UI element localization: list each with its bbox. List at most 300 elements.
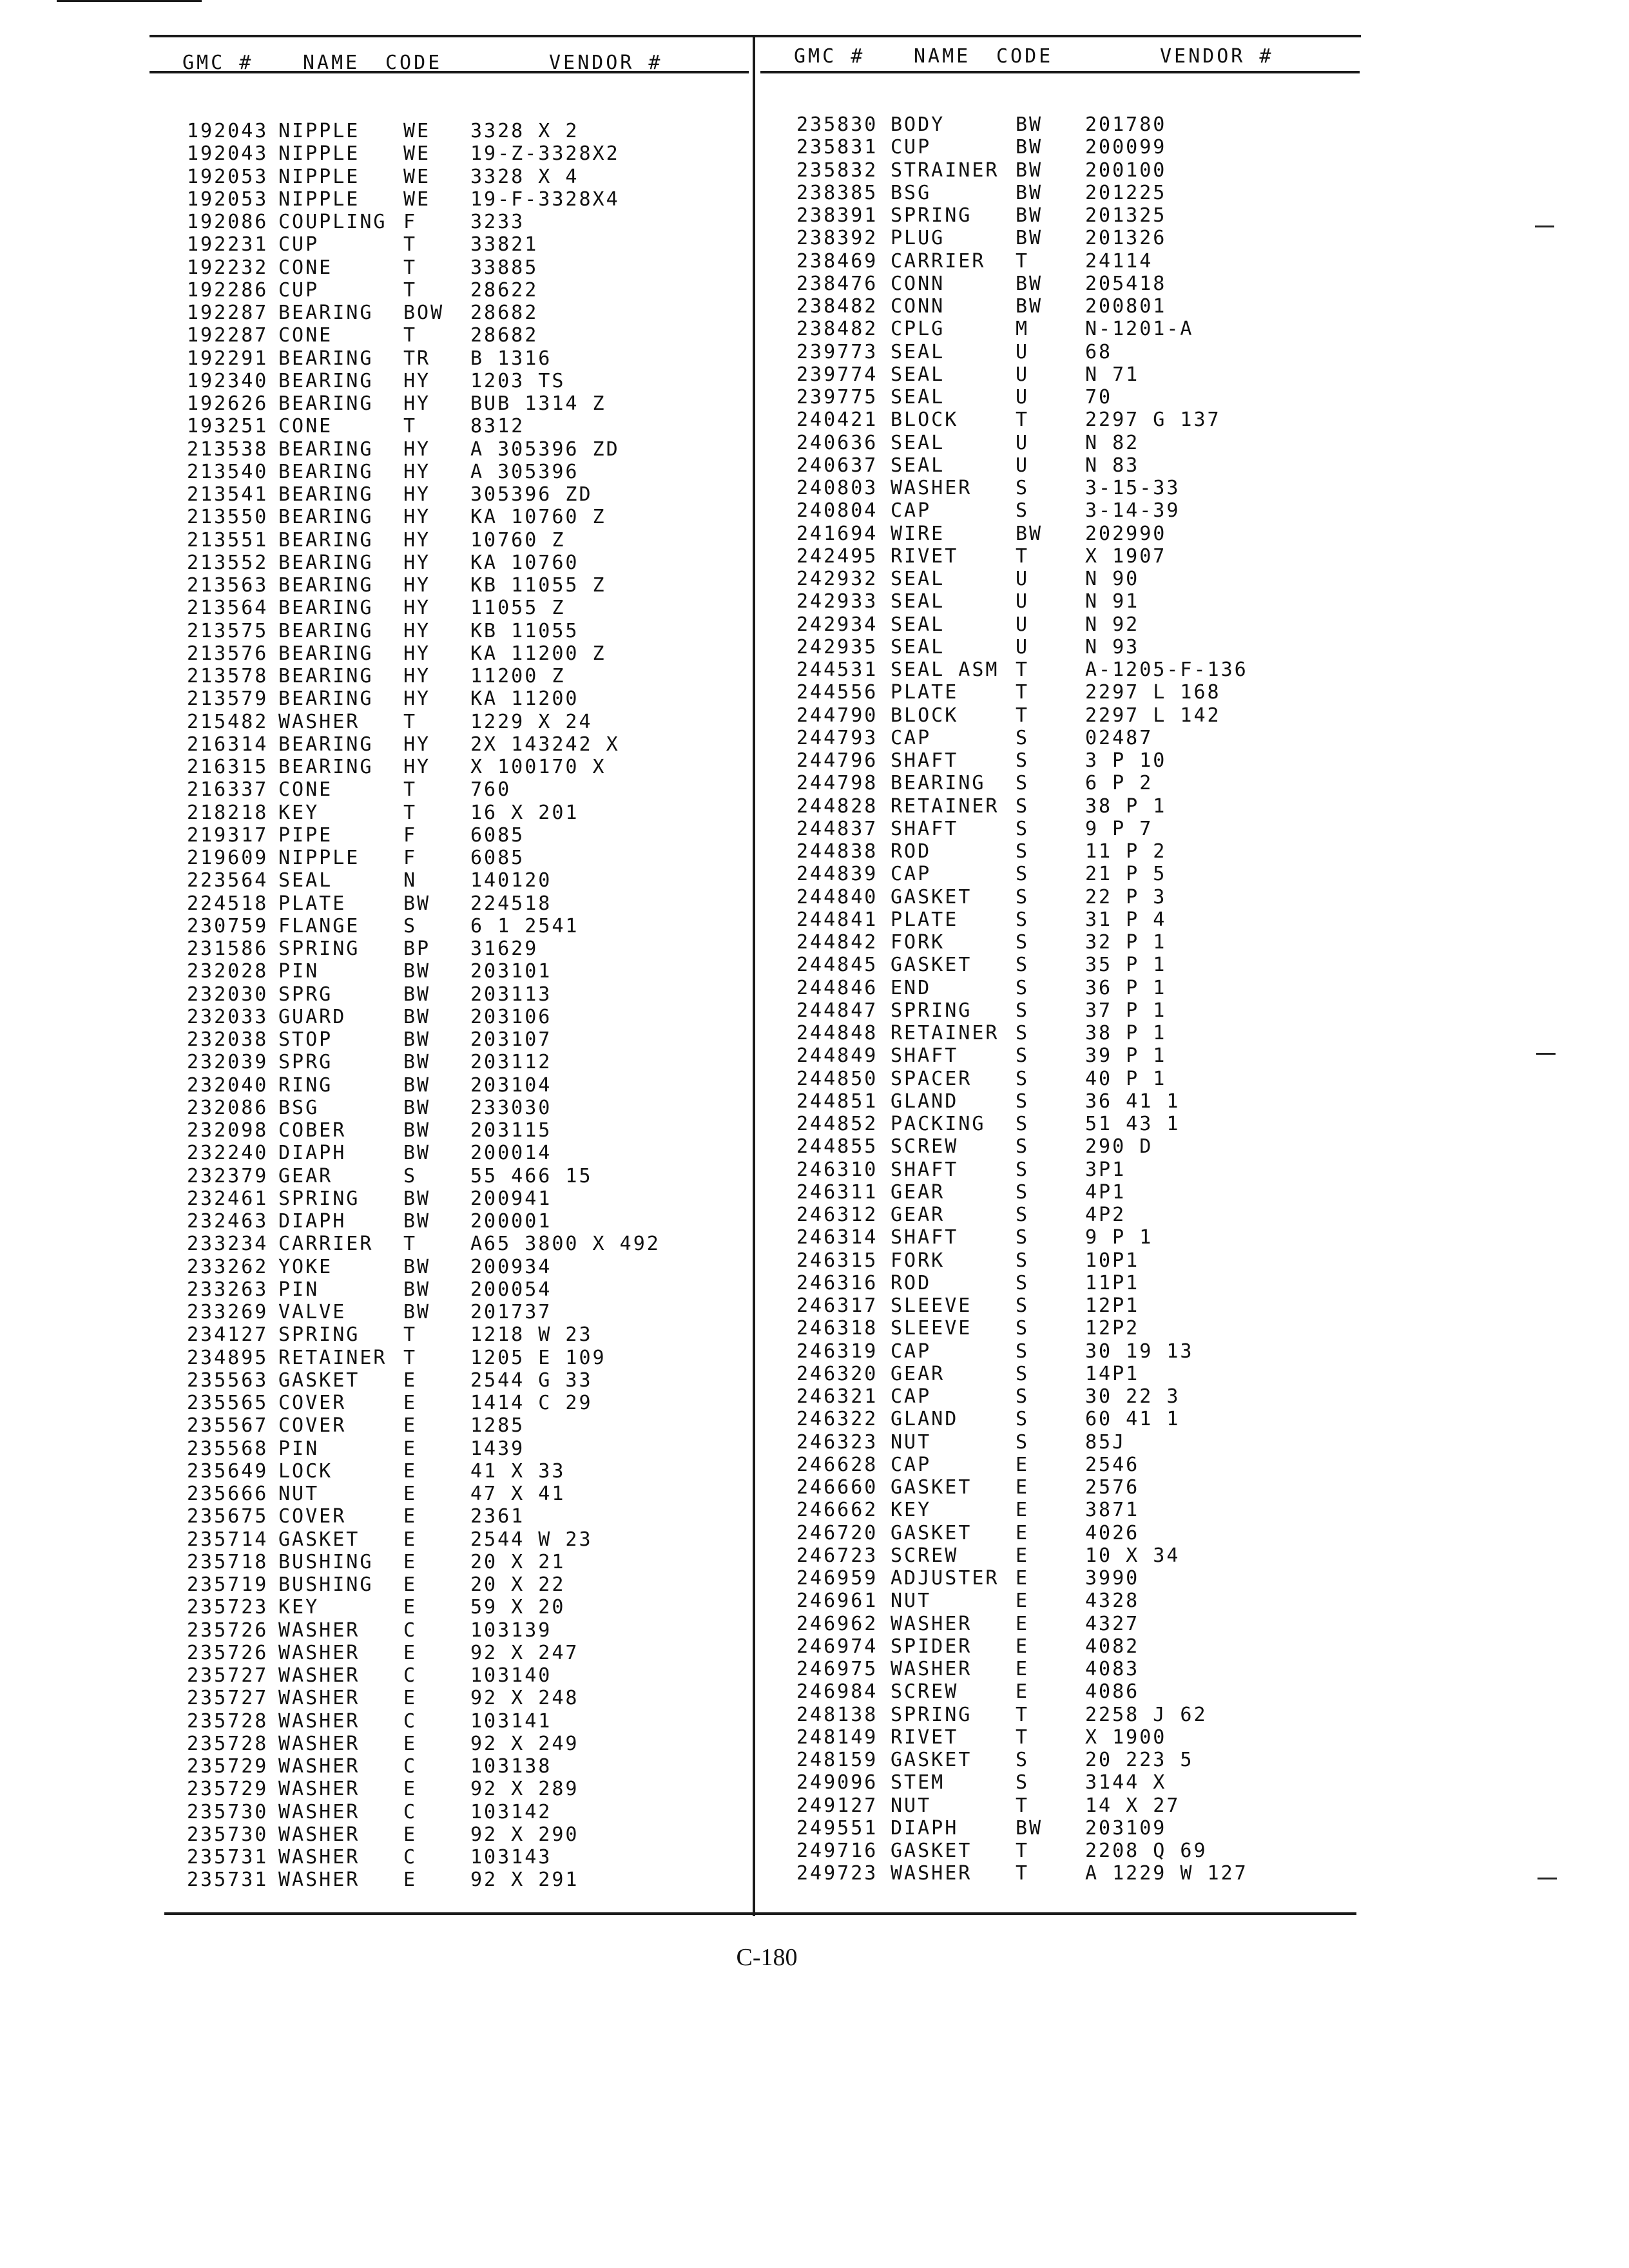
vendor-number: 2544 W 23 bbox=[470, 1528, 593, 1551]
vendor-number: 39 P 1 bbox=[1085, 1044, 1167, 1068]
parts-row bbox=[796, 1567, 1351, 1590]
part-name: COUPLING bbox=[278, 211, 387, 233]
vendor-code: BW bbox=[403, 1119, 431, 1142]
vendor-code: BW bbox=[1016, 295, 1043, 318]
gmc-number: 213551 bbox=[187, 528, 269, 552]
vendor-number: KA 10760 bbox=[470, 551, 579, 574]
parts-row bbox=[796, 1590, 1351, 1612]
gmc-number: 244848 bbox=[796, 1022, 878, 1044]
vendor-number: 92 X 249 bbox=[470, 1732, 579, 1755]
vendor-code: S bbox=[1016, 477, 1030, 499]
vendor-code: BW bbox=[403, 1255, 431, 1278]
parts-row bbox=[796, 749, 1351, 772]
vendor-code: U bbox=[1016, 635, 1030, 658]
part-name: SPRING bbox=[891, 999, 972, 1022]
vendor-code: S bbox=[1016, 1067, 1030, 1090]
gmc-number: 235727 bbox=[187, 1664, 269, 1687]
parts-row bbox=[187, 1414, 741, 1437]
part-name: GEAR bbox=[891, 1362, 945, 1385]
header-gmc-right: GMC # bbox=[794, 45, 865, 68]
vendor-number: 201225 bbox=[1085, 181, 1167, 204]
parts-row bbox=[187, 166, 741, 188]
parts-row bbox=[796, 1022, 1351, 1044]
parts-row bbox=[187, 983, 741, 1006]
vendor-number: 92 X 247 bbox=[470, 1641, 579, 1664]
vendor-number: KB 11055 Z bbox=[470, 574, 606, 597]
gmc-number: 246984 bbox=[796, 1680, 878, 1704]
gmc-number: 244851 bbox=[796, 1090, 878, 1113]
vendor-number: 60 41 1 bbox=[1085, 1408, 1181, 1431]
parts-row bbox=[187, 302, 741, 324]
vendor-code: S bbox=[1016, 976, 1030, 999]
parts-row bbox=[187, 778, 741, 801]
vendor-code: T bbox=[1016, 1840, 1030, 1862]
vendor-code: E bbox=[1016, 1499, 1030, 1522]
parts-row bbox=[796, 454, 1351, 477]
gmc-number: 233263 bbox=[187, 1278, 269, 1301]
vendor-code: HY bbox=[403, 392, 431, 415]
vendor-number: 4082 bbox=[1085, 1635, 1140, 1658]
parts-row bbox=[796, 1840, 1351, 1862]
part-name: SCREW bbox=[891, 1135, 959, 1158]
gmc-number: 246974 bbox=[796, 1635, 878, 1658]
gmc-number: 246321 bbox=[796, 1385, 878, 1408]
parts-row bbox=[796, 159, 1351, 182]
parts-row bbox=[796, 1408, 1351, 1430]
gmc-number: 216337 bbox=[187, 778, 269, 802]
vendor-number: N 91 bbox=[1085, 590, 1140, 613]
part-name: SHAFT bbox=[891, 1226, 959, 1249]
part-name: SEAL ASM bbox=[891, 658, 999, 681]
vendor-code: S bbox=[1016, 1294, 1030, 1317]
parts-row bbox=[187, 233, 741, 256]
gmc-number: 249716 bbox=[796, 1840, 878, 1862]
part-name: PLATE bbox=[891, 908, 959, 931]
parts-row bbox=[796, 931, 1351, 954]
vendor-number: 3990 bbox=[1085, 1567, 1140, 1590]
vendor-code: S bbox=[1016, 954, 1030, 977]
vendor-code: U bbox=[1016, 454, 1030, 477]
vendor-number: 20 X 21 bbox=[470, 1550, 566, 1573]
vendor-code: T bbox=[1016, 681, 1030, 704]
vendor-code: HY bbox=[403, 483, 431, 506]
parts-row bbox=[796, 1204, 1351, 1226]
gmc-number: 235729 bbox=[187, 1778, 269, 1801]
vendor-code: BW bbox=[1016, 1816, 1043, 1840]
part-name: SPACER bbox=[891, 1067, 972, 1090]
vendor-code: HY bbox=[403, 506, 431, 529]
vendor-code: S bbox=[1016, 1249, 1030, 1272]
gmc-number: 213552 bbox=[187, 551, 269, 574]
vendor-code: U bbox=[1016, 590, 1030, 613]
vendor-code: C bbox=[403, 1755, 418, 1778]
gmc-number: 238476 bbox=[796, 272, 878, 295]
vendor-number: BUB 1314 Z bbox=[470, 392, 606, 415]
parts-row bbox=[796, 977, 1351, 999]
gmc-number: 233269 bbox=[187, 1301, 269, 1323]
gmc-number: 192291 bbox=[187, 347, 269, 370]
vendor-number: 3-14-39 bbox=[1085, 499, 1181, 523]
gmc-number: 192086 bbox=[187, 211, 269, 233]
gmc-number: 240637 bbox=[796, 454, 878, 477]
vendor-number: 12P1 bbox=[1085, 1294, 1140, 1317]
parts-row bbox=[187, 1869, 741, 1891]
vendor-code: S bbox=[403, 914, 418, 937]
vendor-number: 1205 E 109 bbox=[470, 1346, 606, 1369]
part-name: GUARD bbox=[278, 1005, 347, 1028]
parts-row bbox=[796, 1385, 1351, 1408]
part-name: GASKET bbox=[891, 1840, 972, 1862]
parts-row bbox=[187, 915, 741, 937]
vendor-number: 3 P 10 bbox=[1085, 749, 1167, 772]
parts-list-right bbox=[796, 113, 1351, 1885]
parts-row bbox=[796, 250, 1351, 273]
margin-mark bbox=[1537, 1878, 1557, 1879]
parts-row bbox=[796, 613, 1351, 636]
part-name: NUT bbox=[891, 1430, 932, 1454]
parts-row bbox=[796, 840, 1351, 863]
vendor-code: HY bbox=[403, 460, 431, 483]
parts-row bbox=[796, 1135, 1351, 1158]
part-name: NIPPLE bbox=[278, 165, 360, 188]
vendor-number: 10 X 34 bbox=[1085, 1544, 1181, 1567]
parts-row bbox=[796, 636, 1351, 658]
vendor-code: T bbox=[1016, 249, 1030, 273]
parts-row bbox=[187, 256, 741, 279]
vendor-number: N 71 bbox=[1085, 363, 1140, 386]
parts-row bbox=[796, 499, 1351, 522]
vendor-number: 1414 C 29 bbox=[470, 1392, 593, 1414]
parts-row bbox=[187, 574, 741, 597]
vendor-code: WE bbox=[403, 187, 431, 211]
part-name: WASHER bbox=[278, 1709, 360, 1733]
part-name: WASHER bbox=[278, 1869, 360, 1892]
gmc-number: 238391 bbox=[796, 204, 878, 227]
part-name: SPRG bbox=[278, 983, 333, 1006]
gmc-number: 248159 bbox=[796, 1749, 878, 1771]
vendor-code: BW bbox=[1016, 113, 1043, 136]
vendor-number: 6 1 2541 bbox=[470, 914, 579, 937]
gmc-number: 239774 bbox=[796, 363, 878, 386]
gmc-number: 239773 bbox=[796, 340, 878, 363]
vendor-code: U bbox=[1016, 568, 1030, 590]
part-name: BEARING bbox=[278, 642, 374, 665]
gmc-number: 232098 bbox=[187, 1119, 269, 1142]
parts-row bbox=[187, 1823, 741, 1846]
parts-row bbox=[187, 1801, 741, 1823]
gmc-number: 213575 bbox=[187, 619, 269, 642]
gmc-number: 244846 bbox=[796, 976, 878, 999]
part-name: WASHER bbox=[891, 1862, 972, 1885]
vendor-code: E bbox=[403, 1483, 418, 1505]
part-name: ROD bbox=[891, 1271, 932, 1294]
parts-row bbox=[796, 772, 1351, 794]
parts-row bbox=[796, 1544, 1351, 1567]
vendor-number: 40 P 1 bbox=[1085, 1067, 1167, 1090]
gmc-number: 192286 bbox=[187, 278, 269, 302]
vendor-number: 8312 bbox=[470, 415, 525, 438]
parts-row bbox=[187, 869, 741, 892]
vendor-code: WE bbox=[403, 142, 431, 166]
vendor-number: 32 P 1 bbox=[1085, 931, 1167, 954]
part-name: WASHER bbox=[278, 1687, 360, 1710]
part-name: BEARING bbox=[278, 369, 374, 392]
part-name: SPRING bbox=[891, 204, 972, 227]
part-name: COVER bbox=[278, 1505, 347, 1528]
gmc-number: 244849 bbox=[796, 1044, 878, 1068]
gmc-number: 232086 bbox=[187, 1096, 269, 1119]
parts-row bbox=[796, 1090, 1351, 1113]
part-name: ADJUSTER bbox=[891, 1567, 999, 1590]
gmc-number: 235563 bbox=[187, 1369, 269, 1392]
vendor-code: HY bbox=[403, 665, 431, 687]
parts-row bbox=[796, 273, 1351, 295]
vendor-number: 36 P 1 bbox=[1085, 976, 1167, 999]
parts-row bbox=[187, 802, 741, 824]
part-name: GASKET bbox=[278, 1528, 360, 1551]
part-name: PLUG bbox=[891, 227, 945, 250]
gmc-number: 233234 bbox=[187, 1233, 269, 1256]
vendor-code: BOW bbox=[403, 302, 445, 324]
vendor-number: 203113 bbox=[470, 983, 552, 1006]
part-name: LOCK bbox=[278, 1459, 333, 1483]
vendor-code: S bbox=[1016, 1408, 1030, 1431]
gmc-number: 244796 bbox=[796, 749, 878, 772]
gmc-number: 238482 bbox=[796, 295, 878, 318]
vendor-code: BW bbox=[403, 1073, 431, 1097]
gmc-number: 246961 bbox=[796, 1590, 878, 1613]
part-name: SEAL bbox=[891, 363, 945, 386]
parts-row bbox=[187, 1278, 741, 1301]
gmc-number: 244798 bbox=[796, 772, 878, 795]
parts-row bbox=[187, 1733, 741, 1755]
gmc-number: 246723 bbox=[796, 1544, 878, 1567]
vendor-code: T bbox=[1016, 704, 1030, 727]
vendor-code: S bbox=[1016, 908, 1030, 931]
parts-row bbox=[187, 1528, 741, 1551]
part-name: WASHER bbox=[278, 1778, 360, 1801]
vendor-code: E bbox=[403, 1823, 418, 1846]
vendor-number: A 1229 W 127 bbox=[1085, 1862, 1248, 1885]
vendor-number: 35 P 1 bbox=[1085, 954, 1167, 977]
gmc-number: 235730 bbox=[187, 1800, 269, 1823]
part-name: CARRIER bbox=[891, 249, 986, 273]
vendor-number: N-1201-A bbox=[1085, 318, 1194, 341]
vendor-code: T bbox=[403, 256, 418, 279]
gmc-number: 213541 bbox=[187, 483, 269, 506]
gmc-number: 249551 bbox=[796, 1816, 878, 1840]
vendor-code: S bbox=[403, 1164, 418, 1187]
vendor-code: S bbox=[1016, 931, 1030, 954]
vendor-number: 31 P 4 bbox=[1085, 908, 1167, 931]
vendor-code: T bbox=[1016, 1725, 1030, 1749]
parts-row bbox=[187, 1006, 741, 1028]
vendor-number: N 82 bbox=[1085, 431, 1140, 454]
vendor-number: 103141 bbox=[470, 1709, 552, 1733]
vendor-number: 203115 bbox=[470, 1119, 552, 1142]
parts-row bbox=[187, 1119, 741, 1142]
part-name: GEAR bbox=[278, 1164, 333, 1187]
bottom-rule bbox=[164, 1912, 1356, 1915]
gmc-number: 231586 bbox=[187, 937, 269, 960]
parts-row bbox=[187, 1483, 741, 1505]
part-name: KEY bbox=[278, 1596, 320, 1619]
gmc-number: 244556 bbox=[796, 681, 878, 704]
vendor-code: S bbox=[1016, 1226, 1030, 1249]
parts-row bbox=[796, 1794, 1351, 1817]
part-name: SLEEVE bbox=[891, 1294, 972, 1317]
vendor-number: 103138 bbox=[470, 1755, 552, 1778]
part-name: CONE bbox=[278, 324, 333, 347]
parts-row bbox=[187, 392, 741, 415]
gmc-number: 242935 bbox=[796, 635, 878, 658]
gmc-number: 235728 bbox=[187, 1709, 269, 1733]
part-name: BEARING bbox=[278, 619, 374, 642]
part-name: GASKET bbox=[278, 1369, 360, 1392]
part-name: SEAL bbox=[891, 613, 945, 636]
part-name: WASHER bbox=[278, 1823, 360, 1846]
gmc-number: 244828 bbox=[796, 794, 878, 818]
gmc-number: 232240 bbox=[187, 1142, 269, 1165]
parts-row bbox=[187, 1460, 741, 1483]
part-name: GEAR bbox=[891, 1180, 945, 1204]
parts-row bbox=[796, 1522, 1351, 1544]
vendor-number: 205418 bbox=[1085, 272, 1167, 295]
gmc-number: 192231 bbox=[187, 233, 269, 256]
part-name: SCREW bbox=[891, 1680, 959, 1704]
gmc-number: 233262 bbox=[187, 1255, 269, 1278]
parts-row bbox=[187, 1233, 741, 1255]
part-name: ROD bbox=[891, 840, 932, 863]
part-name: SEAL bbox=[891, 340, 945, 363]
vendor-number: 201780 bbox=[1085, 113, 1167, 136]
vendor-number: 85J bbox=[1085, 1430, 1126, 1454]
parts-row bbox=[796, 658, 1351, 681]
gmc-number: 235831 bbox=[796, 136, 878, 159]
vendor-number: 2X 143242 X bbox=[470, 733, 620, 756]
vendor-code: T bbox=[1016, 658, 1030, 681]
parts-row bbox=[796, 681, 1351, 704]
parts-row bbox=[187, 1074, 741, 1097]
gmc-number: 244845 bbox=[796, 954, 878, 977]
parts-row bbox=[796, 1613, 1351, 1635]
parts-row bbox=[187, 1301, 741, 1323]
vendor-code: T bbox=[403, 1233, 418, 1256]
parts-row bbox=[796, 295, 1351, 318]
part-name: DIAPH bbox=[891, 1816, 959, 1840]
vendor-number: 233030 bbox=[470, 1096, 552, 1119]
parts-row bbox=[187, 937, 741, 960]
vendor-code: T bbox=[403, 801, 418, 824]
part-name: CAP bbox=[891, 1340, 932, 1363]
vendor-code: BW bbox=[1016, 227, 1043, 250]
gmc-number: 244790 bbox=[796, 704, 878, 727]
vendor-code: C bbox=[403, 1709, 418, 1733]
vendor-code: E bbox=[1016, 1567, 1030, 1590]
parts-row bbox=[796, 568, 1351, 590]
part-name: WASHER bbox=[891, 1658, 972, 1680]
vendor-code: BW bbox=[403, 1187, 431, 1210]
vendor-number: 20 X 22 bbox=[470, 1573, 566, 1596]
part-name: BEARING bbox=[278, 597, 374, 620]
parts-row bbox=[187, 279, 741, 302]
part-name: KEY bbox=[278, 801, 320, 824]
parts-row bbox=[796, 204, 1351, 227]
part-name: SEAL bbox=[891, 431, 945, 454]
gmc-number: 244855 bbox=[796, 1135, 878, 1158]
vendor-number: 4086 bbox=[1085, 1680, 1140, 1704]
vendor-number: 31629 bbox=[470, 937, 539, 960]
gmc-number: 246959 bbox=[796, 1567, 878, 1590]
part-name: CUP bbox=[891, 136, 932, 159]
vendor-code: T bbox=[1016, 1794, 1030, 1817]
vendor-code: E bbox=[403, 1459, 418, 1483]
vendor-code: M bbox=[1016, 318, 1030, 341]
part-name: SPRING bbox=[891, 1703, 972, 1726]
corner-rule bbox=[57, 0, 202, 2]
gmc-number: 235714 bbox=[187, 1528, 269, 1551]
vendor-number: 38 P 1 bbox=[1085, 794, 1167, 818]
parts-row bbox=[187, 620, 741, 642]
gmc-number: 244850 bbox=[796, 1067, 878, 1090]
vendor-code: T bbox=[403, 778, 418, 802]
vendor-code: T bbox=[403, 415, 418, 438]
part-name: GEAR bbox=[891, 1204, 945, 1226]
gmc-number: 244841 bbox=[796, 908, 878, 931]
part-name: SPRG bbox=[278, 1051, 333, 1074]
part-name: GASKET bbox=[891, 1476, 972, 1499]
vendor-code: BW bbox=[1016, 522, 1043, 545]
gmc-number: 234895 bbox=[187, 1346, 269, 1369]
gmc-number: 246662 bbox=[796, 1499, 878, 1522]
vendor-number: 92 X 290 bbox=[470, 1823, 579, 1846]
part-name: BEARING bbox=[278, 483, 374, 506]
parts-row bbox=[796, 113, 1351, 136]
vendor-code: HY bbox=[403, 687, 431, 711]
vendor-number: 11 P 2 bbox=[1085, 840, 1167, 863]
vendor-number: 1439 bbox=[470, 1437, 525, 1460]
vendor-number: 3328 X 2 bbox=[470, 120, 579, 142]
vendor-number: 200099 bbox=[1085, 136, 1167, 159]
vendor-number: 305396 ZD bbox=[470, 483, 593, 506]
gmc-number: 235675 bbox=[187, 1505, 269, 1528]
gmc-number: 219317 bbox=[187, 823, 269, 847]
page-number: C-180 bbox=[736, 1944, 798, 1971]
vendor-number: 103139 bbox=[470, 1619, 552, 1642]
gmc-number: 246720 bbox=[796, 1521, 878, 1544]
vendor-number: N 93 bbox=[1085, 635, 1140, 658]
header-top-rule bbox=[149, 35, 1361, 37]
part-name: RIVET bbox=[891, 1725, 959, 1749]
vendor-number: 1285 bbox=[470, 1414, 525, 1437]
vendor-number: 14 X 27 bbox=[1085, 1794, 1181, 1817]
vendor-number: 201325 bbox=[1085, 204, 1167, 227]
gmc-number: 192340 bbox=[187, 369, 269, 392]
vendor-number: 2576 bbox=[1085, 1476, 1140, 1499]
vendor-number: 11200 Z bbox=[470, 665, 566, 687]
gmc-number: 244838 bbox=[796, 840, 878, 863]
part-name: COVER bbox=[278, 1414, 347, 1437]
vendor-number: 55 466 15 bbox=[470, 1164, 593, 1187]
parts-row bbox=[796, 727, 1351, 749]
parts-row bbox=[796, 1862, 1351, 1885]
parts-row bbox=[796, 1499, 1351, 1521]
vendor-code: E bbox=[403, 1869, 418, 1892]
gmc-number: 235727 bbox=[187, 1687, 269, 1710]
vendor-number: 200014 bbox=[470, 1142, 552, 1165]
part-name: WASHER bbox=[278, 710, 360, 733]
parts-row bbox=[796, 1272, 1351, 1294]
